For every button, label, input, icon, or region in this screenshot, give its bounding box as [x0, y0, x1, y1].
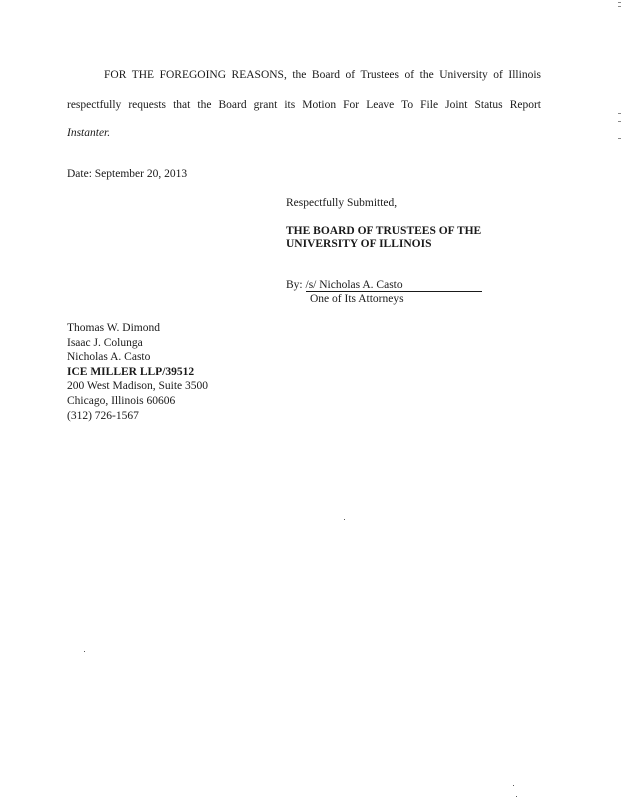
conclusion-line-2: respectfully requests that the Board grant its Motion For Leave To File Joint Status Report	[67, 99, 541, 111]
conclusion-line-3: Instanter.	[67, 127, 111, 139]
attorney-contact-block	[67, 321, 208, 423]
attorney-name: Isaac J. Colunga	[67, 336, 143, 349]
conclusion-line-1: FOR THE FOREGOING REASONS, the Board of Trustees of the University of Illinois	[104, 69, 541, 81]
scan-speck	[84, 651, 85, 652]
attorney-name: Thomas W. Dimond	[67, 322, 160, 334]
firm-phone: (312) 726-1567	[67, 409, 139, 422]
signer-role: One of Its Attorneys	[310, 293, 404, 305]
party-name-line-1: THE BOARD OF TRUSTEES OF THE	[286, 225, 482, 237]
electronic-signature: /s/ Nicholas A. Casto	[306, 279, 482, 292]
by-label: By:	[286, 279, 303, 291]
filing-date: Date: September 20, 2013	[67, 168, 188, 180]
firm-address-street: 200 West Madison, Suite 3500	[67, 380, 209, 393]
law-firm-name: ICE MILLER LLP/39512	[67, 365, 195, 378]
attorney-name: Nicholas A. Casto	[67, 351, 151, 364]
firm-address-city: Chicago, Illinois 60606	[67, 394, 176, 407]
signature-line	[286, 279, 482, 292]
scan-speck	[344, 519, 345, 520]
scan-speck	[513, 785, 514, 786]
closing-phrase: Respectfully Submitted,	[286, 197, 398, 209]
scan-speck	[516, 796, 517, 797]
party-name-line-2: UNIVERSITY OF ILLINOIS	[286, 238, 432, 250]
